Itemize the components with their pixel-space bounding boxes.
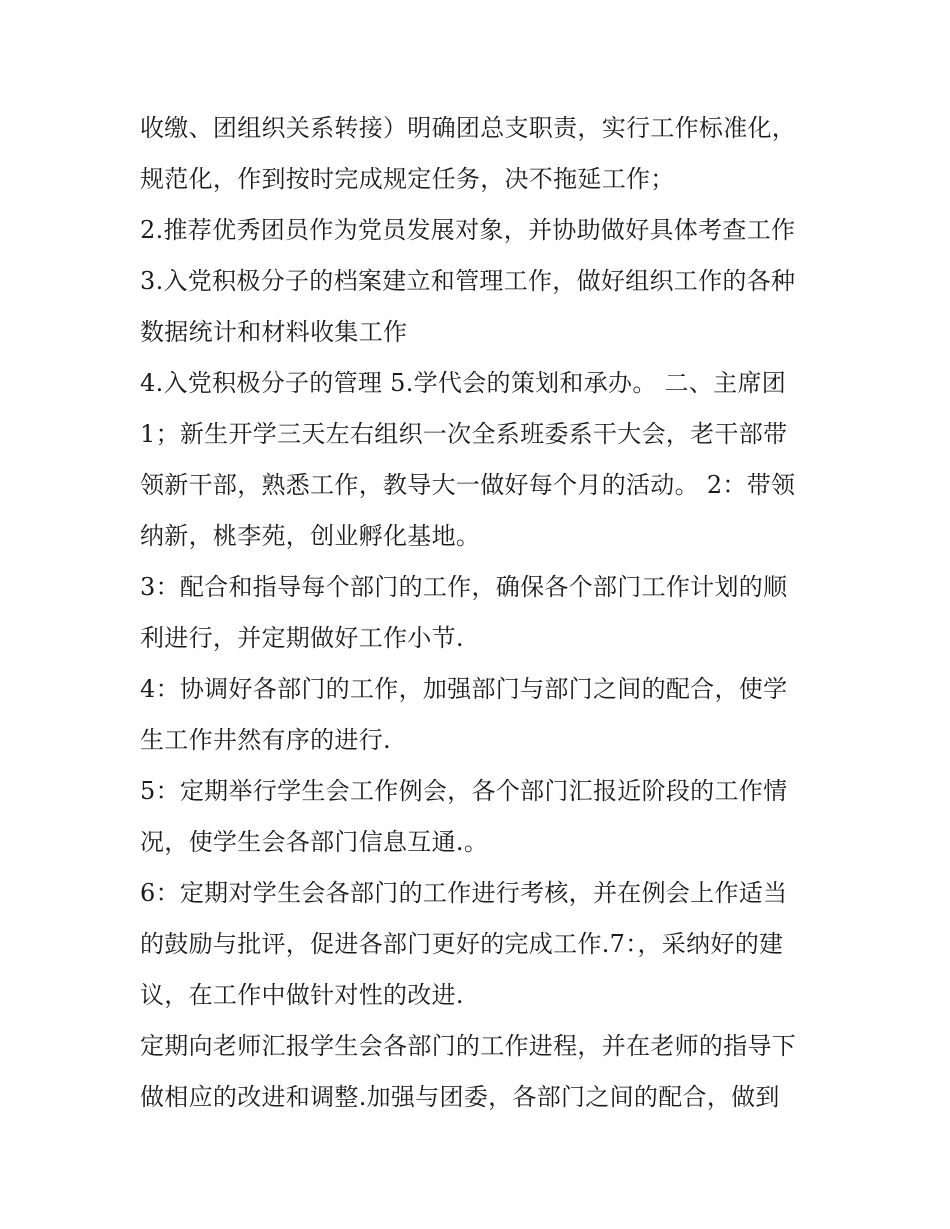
text-line: 4：协调好各部门的工作，加强部门与部门之间的配合，使学 <box>140 675 788 703</box>
text-line: 收缴、团组织关系转接）明确团总支职责，实行工作标准化， <box>140 114 797 142</box>
text-line: 1；新生开学三天左右组织一次全系班委系干大会，老干部带 <box>140 420 788 448</box>
text-line: 生工作井然有序的进行. <box>140 726 391 754</box>
text-line: 3.入党积极分子的档案建立和管理工作，做好组织工作的各种 <box>140 267 796 295</box>
text-line: 况，使学生会各部门信息互通.。 <box>140 828 489 856</box>
text-line: 议，在工作中做针对性的改进. <box>140 981 464 1009</box>
text-line: 纳新，桃李苑，创业孵化基地。 <box>140 522 481 550</box>
text-line: 规范化，作到按时完成规定任务，决不拖延工作； <box>140 165 675 193</box>
text-line: 5：定期举行学生会工作例会，各个部门汇报近阶段的工作情 <box>140 777 788 805</box>
text-line: 的鼓励与批评，促进各部门更好的完成工作.7：，采纳好的建 <box>140 930 784 958</box>
text-line: 数据统计和材料收集工作 <box>140 318 408 346</box>
text-line: 定期向老师汇报学生会各部门的工作进程，并在老师的指导下 <box>140 1032 797 1060</box>
text-line: 2.推荐优秀团员作为党员发展对象，并协助做好具体考查工作 <box>140 216 796 244</box>
text-line: 3：配合和指导每个部门的工作，确保各个部门工作计划的顺 <box>140 573 788 601</box>
document-body <box>140 103 830 1123</box>
text-line: 6：定期对学生会各部门的工作进行考核，并在例会上作适当 <box>140 879 788 907</box>
text-line: 做相应的改进和调整.加强与团委，各部门之间的配合，做到 <box>140 1083 780 1111</box>
text-line: 4.入党积极分子的管理 5.学代会的策划和承办。 二、主席团 <box>140 369 787 397</box>
text-line: 利进行，并定期做好工作小节. <box>140 624 464 652</box>
text-line: 领新干部，熟悉工作，教导大一做好每个月的活动。 2：带领 <box>140 471 796 499</box>
